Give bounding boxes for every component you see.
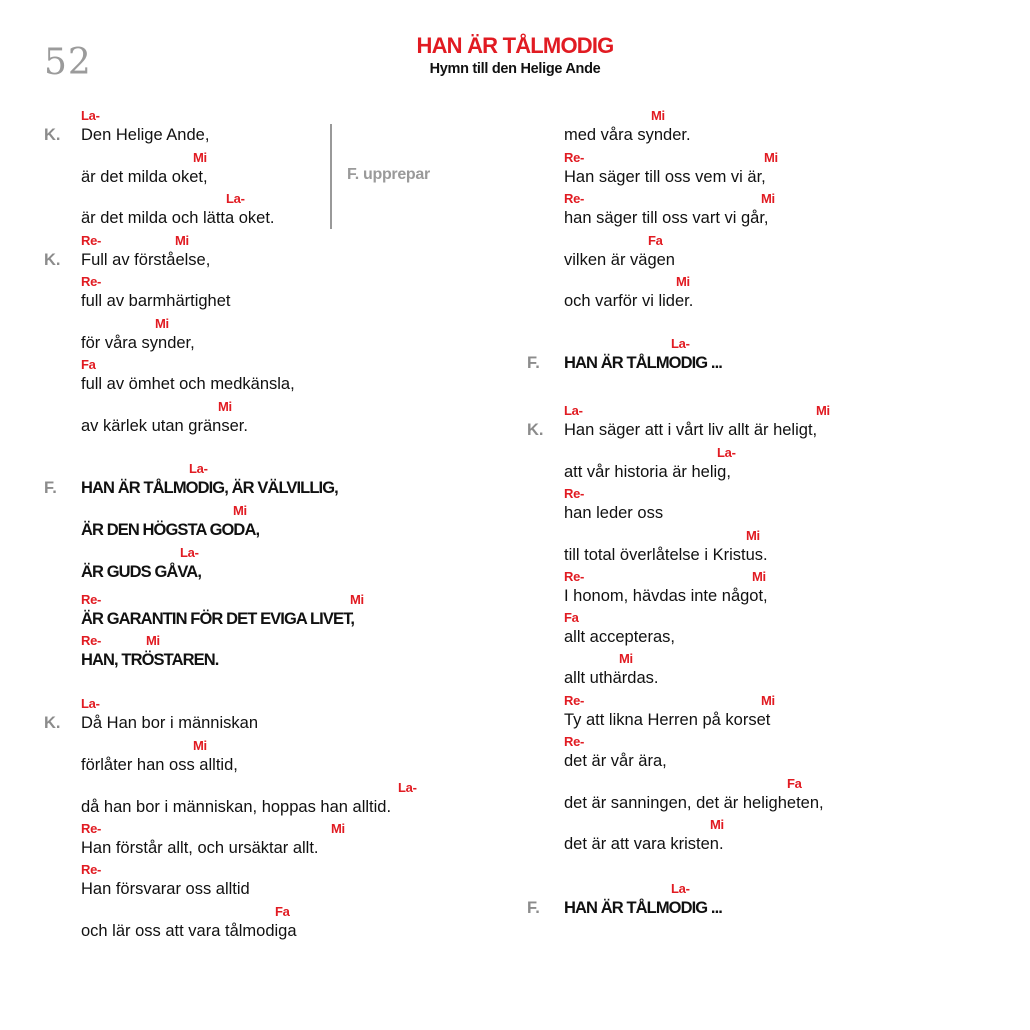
chord-row bbox=[564, 403, 984, 419]
chord-label: Fa bbox=[564, 610, 579, 625]
chord-label: Fa bbox=[81, 357, 96, 372]
lyric-text: Han säger till oss vem vi är, bbox=[564, 168, 766, 186]
chord-label: Re- bbox=[564, 693, 585, 708]
lyric-text: full av barmhärtighet bbox=[81, 292, 231, 310]
chord-label: Re- bbox=[564, 734, 585, 749]
lyric-text: och varför vi lider. bbox=[564, 292, 694, 310]
chord-label: La- bbox=[671, 336, 690, 351]
chord-label: Re- bbox=[81, 821, 102, 836]
chord-label: Re- bbox=[81, 633, 102, 648]
chord-label: Mi bbox=[746, 528, 760, 543]
chord-row bbox=[81, 503, 501, 519]
lyric-text: förlåter han oss alltid, bbox=[81, 756, 238, 774]
chord-row bbox=[81, 461, 501, 477]
chord-row bbox=[81, 904, 501, 920]
lyric-text: allt accepteras, bbox=[564, 628, 675, 646]
lyric-text: ÄR DEN HÖGSTA GODA, bbox=[81, 521, 260, 539]
chord-row bbox=[81, 108, 501, 124]
lyric-text: HAN, TRÖSTAREN. bbox=[81, 651, 219, 669]
voice-marker: K. bbox=[44, 714, 61, 732]
lyric-text: då han bor i människan, hoppas han alltid. bbox=[81, 798, 392, 816]
chord-row bbox=[564, 651, 984, 667]
chord-label: Mi bbox=[350, 592, 364, 607]
chord-label: Fa bbox=[275, 904, 290, 919]
chord-label: La- bbox=[398, 780, 417, 795]
lyric-text: är det milda och lätta oket. bbox=[81, 209, 275, 227]
chord-row bbox=[81, 357, 501, 373]
chord-label: Re- bbox=[81, 592, 102, 607]
chord-label: Re- bbox=[81, 233, 102, 248]
chord-row bbox=[564, 108, 984, 124]
chord-label: Re- bbox=[81, 274, 102, 289]
chord-label: Re- bbox=[564, 191, 585, 206]
lyric-text: HAN ÄR TÅLMODIG, ÄR VÄLVILLIG, bbox=[81, 479, 338, 497]
chord-row bbox=[564, 336, 984, 352]
voice-marker: F. bbox=[527, 354, 540, 372]
chord-row bbox=[564, 776, 984, 792]
chord-row bbox=[564, 191, 984, 207]
lyric-text: HAN ÄR TÅLMODIG ... bbox=[564, 899, 722, 917]
lyric-text: Full av förståelse, bbox=[81, 251, 211, 269]
lyric-text: full av ömhet och medkänsla, bbox=[81, 375, 295, 393]
repeat-note: F. upprepar bbox=[347, 166, 430, 183]
lyric-text: Han förstår allt, och ursäktar allt. bbox=[81, 839, 319, 857]
chord-label: La- bbox=[671, 881, 690, 896]
lyric-text: med våra synder. bbox=[564, 126, 691, 144]
chord-label: Re- bbox=[564, 150, 585, 165]
chord-label: Mi bbox=[761, 191, 775, 206]
chord-label: Mi bbox=[146, 633, 160, 648]
chord-label: Mi bbox=[651, 108, 665, 123]
chord-row bbox=[564, 486, 984, 502]
chord-label: Mi bbox=[676, 274, 690, 289]
lyric-text: vilken är vägen bbox=[564, 251, 675, 269]
chord-label: Mi bbox=[193, 150, 207, 165]
chord-row bbox=[81, 274, 501, 290]
chord-label: La- bbox=[180, 545, 199, 560]
lyric-text: Då Han bor i människan bbox=[81, 714, 259, 732]
chord-row bbox=[81, 150, 501, 166]
hymn-title: HAN ÄR TÅLMODIG bbox=[416, 33, 614, 58]
chord-row bbox=[81, 191, 501, 207]
lyric-text: ÄR GUDS GÅVA, bbox=[81, 563, 202, 581]
lyric-text: det är att vara kristen. bbox=[564, 835, 724, 853]
lyric-text: Ty att likna Herren på korset bbox=[564, 711, 771, 729]
lyric-text: ÄR GARANTIN FÖR DET EVIGA LIVET, bbox=[81, 610, 355, 628]
lyric-text: för våra synder, bbox=[81, 334, 195, 352]
chord-label: Fa bbox=[787, 776, 802, 791]
chord-label: Mi bbox=[218, 399, 232, 414]
chord-label: La- bbox=[717, 445, 736, 460]
chord-label: Fa bbox=[648, 233, 663, 248]
lyric-text: Den Helige Ande, bbox=[81, 126, 210, 144]
chord-row bbox=[564, 734, 984, 750]
chord-row bbox=[564, 150, 984, 166]
page-number: 52 bbox=[44, 42, 92, 83]
chord-row bbox=[564, 610, 984, 626]
voice-marker: F. bbox=[44, 479, 57, 497]
lyric-text: I honom, hävdas inte något, bbox=[564, 587, 768, 605]
hymn-header bbox=[300, 32, 730, 78]
chord-label: Mi bbox=[761, 693, 775, 708]
voice-marker: K. bbox=[44, 251, 61, 269]
chord-label: Re- bbox=[564, 569, 585, 584]
chord-label: Mi bbox=[175, 233, 189, 248]
chord-label: Mi bbox=[619, 651, 633, 666]
chord-label: La- bbox=[189, 461, 208, 476]
lyric-text: HAN ÄR TÅLMODIG ... bbox=[564, 354, 722, 372]
lyric-text: han säger till oss vart vi går, bbox=[564, 209, 769, 227]
chord-row bbox=[564, 233, 984, 249]
chord-label: La- bbox=[81, 108, 100, 123]
chord-row bbox=[564, 274, 984, 290]
chord-row bbox=[564, 569, 984, 585]
lyric-text: och lär oss att vara tålmodiga bbox=[81, 922, 297, 940]
chord-row bbox=[81, 633, 501, 649]
lyric-text: allt uthärdas. bbox=[564, 669, 659, 687]
chord-label: La- bbox=[564, 403, 583, 418]
chord-label: Mi bbox=[155, 316, 169, 331]
chord-row bbox=[564, 528, 984, 544]
lyric-text: Han säger att i vårt liv allt är heligt, bbox=[564, 421, 818, 439]
chord-row bbox=[81, 738, 501, 754]
lyric-text: att vår historia är helig, bbox=[564, 463, 731, 481]
lyric-text: av kärlek utan gränser. bbox=[81, 417, 248, 435]
chord-row bbox=[81, 233, 501, 249]
chord-label: La- bbox=[226, 191, 245, 206]
chord-label: Re- bbox=[81, 862, 102, 877]
chord-row bbox=[564, 817, 984, 833]
chord-label: Re- bbox=[564, 486, 585, 501]
chord-label: Mi bbox=[816, 403, 830, 418]
chord-row bbox=[81, 780, 501, 796]
lyric-text: det är vår ära, bbox=[564, 752, 667, 770]
chord-label: Mi bbox=[752, 569, 766, 584]
hymn-subtitle: Hymn till den Helige Ande bbox=[429, 61, 601, 77]
chord-row bbox=[564, 445, 984, 461]
chord-row bbox=[81, 399, 501, 415]
lyric-text: han leder oss bbox=[564, 504, 664, 522]
chord-row bbox=[81, 696, 501, 712]
voice-marker: K. bbox=[527, 421, 544, 439]
chord-label: Mi bbox=[331, 821, 345, 836]
chord-row bbox=[81, 316, 501, 332]
chord-row bbox=[564, 881, 984, 897]
chord-label: Mi bbox=[710, 817, 724, 832]
chord-label: La- bbox=[81, 696, 100, 711]
chord-row bbox=[564, 693, 984, 709]
lyric-text: Han försvarar oss alltid bbox=[81, 880, 250, 898]
chord-label: Mi bbox=[193, 738, 207, 753]
lyric-text: är det milda oket, bbox=[81, 168, 208, 186]
repeat-bracket bbox=[330, 124, 332, 229]
voice-marker: K. bbox=[44, 126, 61, 144]
chord-label: Mi bbox=[233, 503, 247, 518]
chord-row bbox=[81, 592, 501, 608]
chord-row bbox=[81, 821, 501, 837]
chord-row bbox=[81, 862, 501, 878]
voice-marker: F. bbox=[527, 899, 540, 917]
chord-row bbox=[81, 545, 501, 561]
chord-label: Mi bbox=[764, 150, 778, 165]
lyric-text: till total överlåtelse i Kristus. bbox=[564, 546, 768, 564]
lyric-text: det är sanningen, det är heligheten, bbox=[564, 794, 824, 812]
